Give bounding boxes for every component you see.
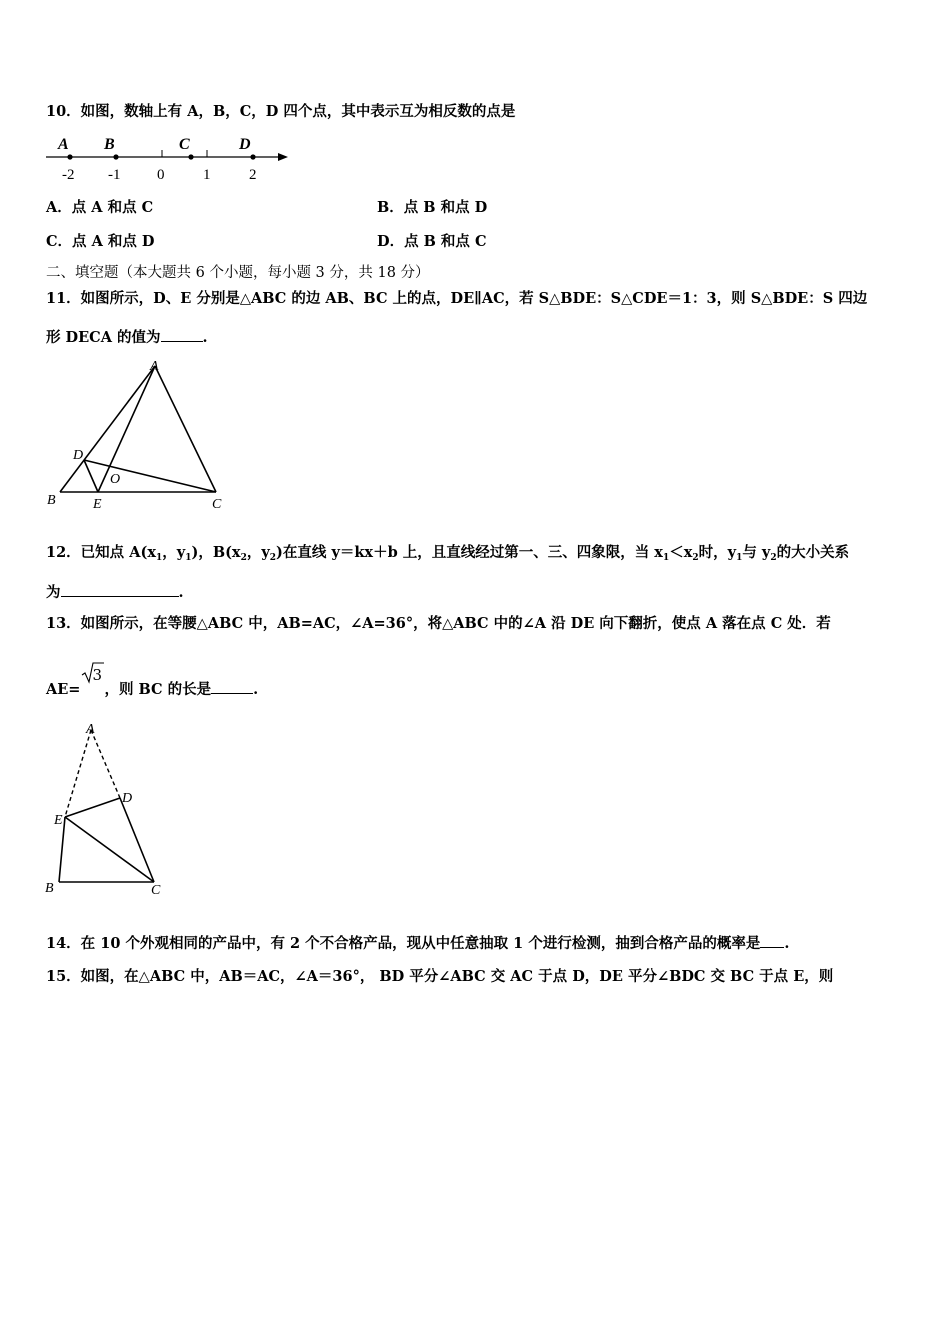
subscript: 1 (185, 553, 192, 563)
q13-triangle-figure (40, 716, 175, 901)
label-b: B (45, 881, 54, 896)
q12-text: ，y (162, 544, 186, 561)
q12-text: 的大小关系 (776, 544, 850, 561)
q13-line2-end: . (253, 681, 259, 698)
q12-text: ，y (246, 544, 270, 561)
q14-text: 14．在 10 个外观相同的产品中，有 2 个不合格产品，现从中任意抽取 1 个进行检测，抽到合格产品的概率是 (46, 935, 761, 952)
point-c-label: C (179, 136, 190, 153)
label-o: O (110, 472, 121, 487)
label-e: E (93, 497, 102, 512)
section-title: 二、填空题（本大题共 6 个小题，每小题 3 分，共 18 分） (46, 265, 430, 281)
sqrt-radicand: 3 (92, 666, 102, 684)
tick-label: 1 (203, 167, 211, 183)
tick-label: -1 (108, 167, 121, 183)
label-b: B (47, 493, 56, 508)
q11-line2 (46, 327, 208, 347)
q11-answer-blank (161, 327, 203, 342)
q12-text: ＜x (669, 544, 693, 561)
q10-stem: 10．如图，数轴上有 A，B，C，D 四个点，其中表示互为相反数的点是 (46, 103, 516, 120)
q10-option-d: D．点 B 和点 C (377, 233, 487, 250)
q15-line: 15．如图，在△ABC 中，AB＝AC，∠A＝36°， BD 平分∠ABC 交 AC 于点 D，DE 平分∠BDC 交 BC 于点 E，则 (46, 968, 834, 985)
q10-option-b: B．点 B 和点 D (377, 199, 488, 216)
q13-ae-prefix: AE= (46, 681, 81, 698)
q13-line2 (46, 666, 259, 699)
q13-line1: 13．如图所示，在等腰△ABC 中，AB=AC，∠A=36°，将△ABC 中的∠A 沿 DE 向下翻折，使点 A 落在点 C 处．若 (46, 615, 831, 632)
subscript: 2 (240, 553, 247, 563)
label-c: C (212, 497, 222, 512)
point-a-label: A (58, 136, 69, 153)
tick-label: -2 (62, 167, 75, 183)
q13-answer-blank (211, 679, 253, 694)
q11-triangle-figure (44, 356, 234, 514)
q12-text: )在直线 y＝kx＋b 上，且直线经过第一、三、四象限，当 x (276, 544, 663, 561)
q12-line2 (46, 582, 184, 602)
q12-line1 (46, 544, 849, 567)
label-a: A (150, 359, 159, 374)
q12-answer-blank (61, 582, 179, 597)
q12-text: 与 y (742, 544, 771, 561)
point-d-label: D (239, 136, 251, 153)
label-d: D (73, 448, 84, 463)
tick-label: 0 (157, 167, 165, 183)
subscript: 2 (692, 553, 699, 563)
label-e: E (54, 813, 63, 828)
label-d: D (122, 791, 133, 806)
q12-line2-text: 为 (46, 584, 61, 601)
label-c: C (151, 883, 161, 898)
subscript: 2 (770, 553, 777, 563)
subscript: 1 (155, 553, 163, 563)
q12-text: )，B(x (191, 544, 241, 561)
q14-answer-blank (760, 933, 784, 948)
q14-line (46, 933, 789, 953)
subscript: 1 (736, 553, 743, 563)
q11-line2-text: 形 DECA 的值为 (46, 329, 161, 346)
q14-end: . (784, 935, 790, 952)
q10-option-a: A．点 A 和点 C (46, 199, 154, 216)
q12-text: 12．已知点 A(x (46, 544, 156, 561)
label-a: A (86, 722, 95, 737)
sqrt-expression (80, 666, 104, 694)
q12-text: 时，y (698, 544, 737, 561)
q13-ae-suffix: ，则 BC 的长是 (104, 681, 212, 698)
q10-option-c: C．点 A 和点 D (46, 233, 155, 250)
subscript: 1 (662, 553, 670, 563)
subscript: 2 (269, 553, 277, 563)
tick-label: 2 (249, 167, 257, 183)
q11-line1: 11．如图所示，D、E 分别是△ABC 的边 AB、BC 上的点，DE∥AC，若 S△BDE：S△CDE＝1：3，则 S△BDE：S 四边 (46, 290, 868, 307)
q11-line2-end: . (202, 329, 208, 346)
q12-line2-end: . (178, 584, 184, 601)
q10-number-line (40, 132, 300, 184)
point-b-label: B (104, 136, 115, 153)
